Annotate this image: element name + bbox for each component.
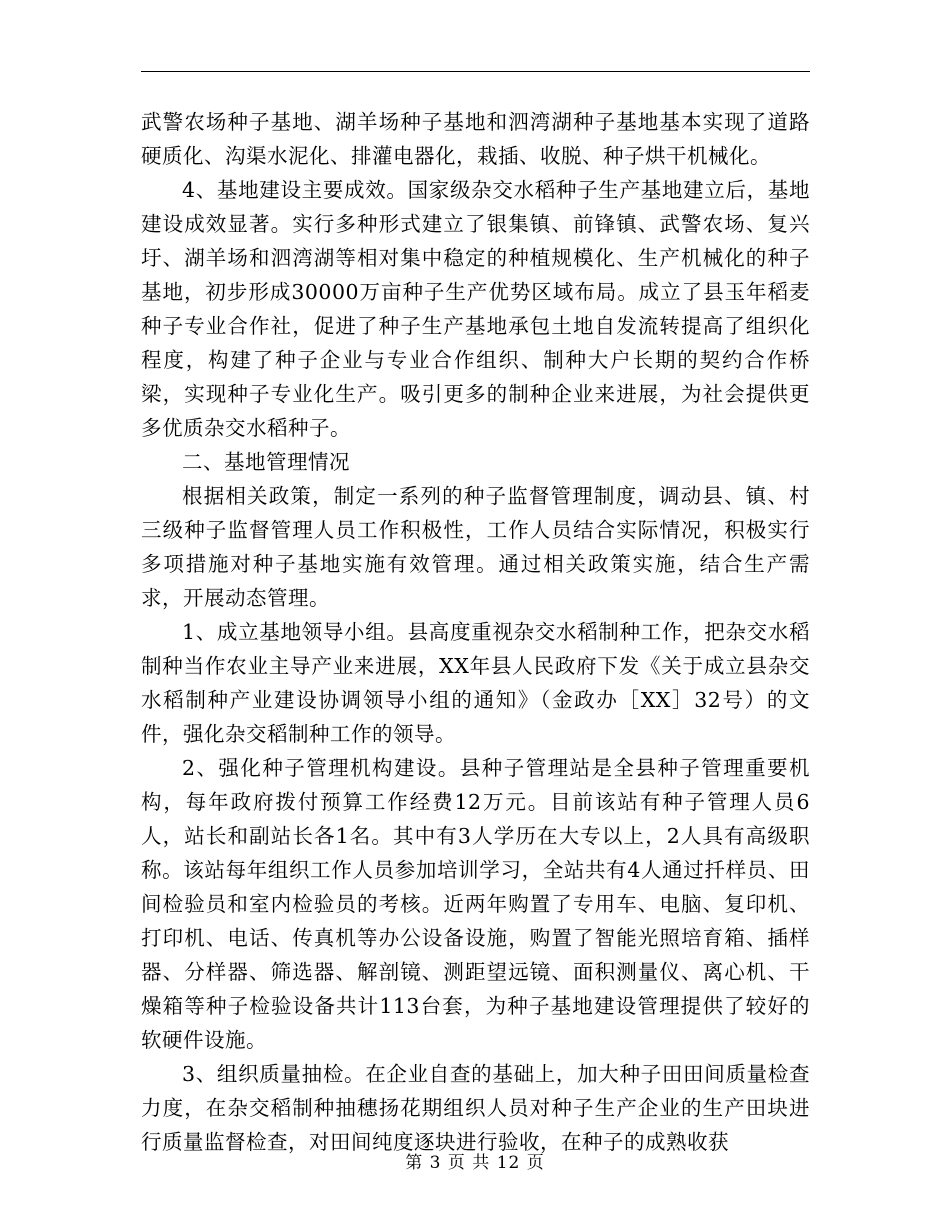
paragraph: 3、组织质量抽检。在企业自查的基础上，加大种子田田间质量检查力度，在杂交稻制种抽穗扬花期组织人员对种子生产企业的生产田块进行质量监督检查，对田间纯度逐块进行验收，在种子的成熟收获: [141, 1062, 810, 1154]
paragraph: 根据相关政策，制定一系列的种子监督管理制度，调动县、镇、村三级种子监督管理人员工作积极性，工作人员结合实际情况，积极实行多项措施对种子基地实施有效管理。通过相关政策实施，结合生产需求，开展动态管理。: [141, 484, 810, 610]
section-heading: 二、基地管理情况: [182, 450, 350, 474]
paragraph: 4、基地建设主要成效。国家级杂交水稻种子生产基地建立后，基地建设成效显著。实行多种形式建立了银集镇、前锋镇、武警农场、复兴圩、湖羊场和泗湾湖等相对集中稳定的种植规模化、生产机械化的种子基地，初步形成30000万亩种子生产优势区域布局。成立了县玉年稻麦种子专业合作社，促进了种子生产基地承包土地自发流转提高了组织化程度，构建了种子企业与专业合作组织、制种大户长期的契约合作桥梁，实现种子专业化生产。吸引更多的制种企业来进展，为社会提供更多优质杂交水稻种子。: [141, 178, 810, 440]
paragraph: 武警农场种子基地、湖羊场种子基地和泗湾湖种子基地基本实现了道路硬质化、沟渠水泥化、排灌电器化，栽插、收脱、种子烘干机械化。: [141, 110, 810, 168]
paragraph: 1、成立基地领导小组。县高度重视杂交水稻制种工作，把杂交水稻制种当作农业主导产业来进展，XX年县人民政府下发《关于成立县杂交水稻制种产业建设协调领导小组的通知》（金政办［XX］32号）的文件，强化杂交稻制种工作的领导。: [141, 620, 810, 746]
header-rule: [141, 71, 810, 72]
page-footer: 第 3 页 共 12 页: [405, 1153, 545, 1173]
paragraph: 2、强化种子管理机构建设。县种子管理站是全县种子管理重要机构，每年政府拨付预算工作经费12万元。目前该站有种子管理人员6人，站长和副站长各1名。其中有3人学历在大专以上，2人具有高级职称。该站每年组织工作人员参加培训学习，全站共有4人通过扦样员、田间检验员和室内检验员的考核。近两年购置了专用车、电脑、复印机、打印机、电话、传真机等办公设备设施，购置了智能光照培育箱、插样器、分样器、筛选器、解剖镜、测距望远镜、面积测量仪、离心机、干燥箱等种子检验设备共计113台套，为种子基地建设管理提供了较好的软硬件设施。: [141, 756, 810, 1052]
document-body: [141, 105, 810, 1159]
